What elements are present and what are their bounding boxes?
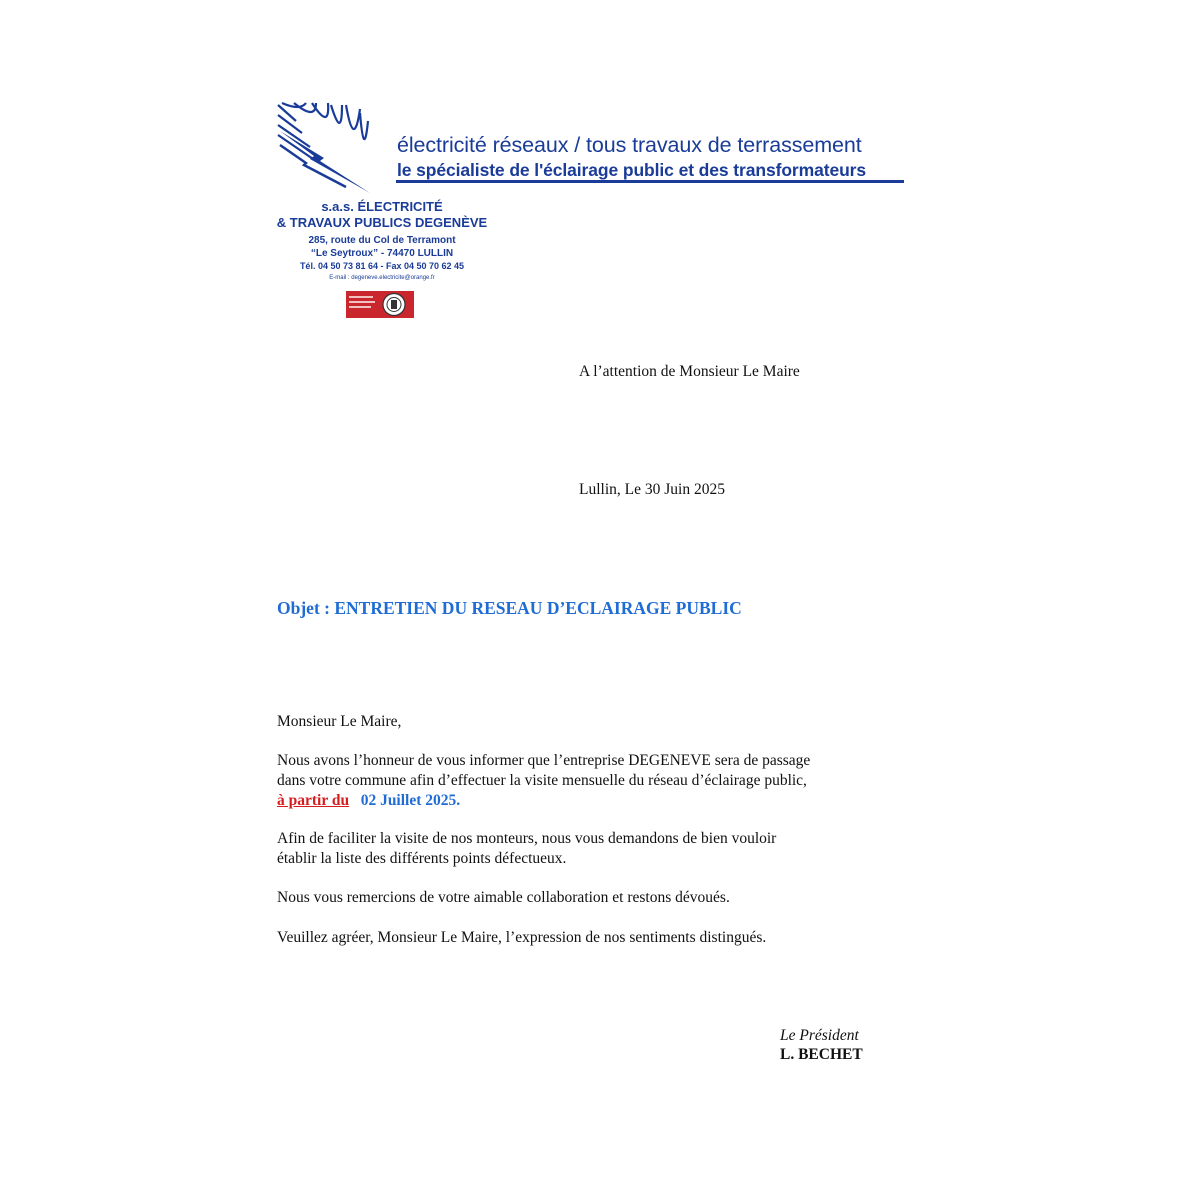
place-date: Lullin, Le 30 Juin 2025: [579, 481, 725, 498]
paragraph-1-line-1: Nous avons l’honneur de vous informer que l’entreprise DEGENEVE sera de passage: [277, 752, 811, 769]
paragraph-1-line-3: [277, 791, 460, 811]
company-address-line2: “Le Seytroux” - 74470 LULLIN: [310, 248, 454, 259]
letterhead-tagline: électricité réseaux / tous travaux de terrassement: [397, 133, 862, 157]
company-logo-icon: [276, 101, 376, 196]
letterhead-divider: [396, 180, 904, 183]
start-date-label: à partir du: [277, 792, 350, 809]
company-email: E-mail : degeneve.electricite@orange.fr: [329, 275, 435, 281]
paragraph-2-line-1: Afin de faciliter la visite de nos monteurs, nous vous demandons de bien vouloir: [277, 830, 777, 847]
salutation: Monsieur Le Maire,: [277, 713, 402, 730]
paragraph-1-line-2: dans votre commune afin d’effectuer la visite mensuelle du réseau d’éclairage public,: [277, 772, 807, 789]
recipient-line: A l’attention de Monsieur Le Maire: [579, 363, 800, 380]
company-block: [276, 199, 488, 284]
company-name-line1: s.a.s. ÉLECTRICITÉ: [321, 199, 443, 214]
signature-name: L. BECHET: [780, 1046, 863, 1063]
signature-title: Le Président: [780, 1027, 859, 1044]
company-phone: Tél. 04 50 73 81 64 - Fax 04 50 70 62 45: [299, 261, 465, 271]
letter-subject: Objet : ENTRETIEN DU RESEAU D’ECLAIRAGE PUBLIC: [277, 598, 742, 618]
paragraph-3: Nous vous remercions de votre aimable collaboration et restons dévoués.: [277, 889, 730, 906]
letterhead-subtagline: le spécialiste de l'éclairage public et des transformateurs: [397, 160, 867, 180]
paragraph-4: Veuillez agréer, Monsieur Le Maire, l’expression de nos sentiments distingués.: [277, 929, 767, 946]
start-date-value: 02 Juillet 2025.: [360, 792, 461, 809]
certification-badge-icon: [346, 291, 414, 318]
paragraph-2-line-2: établir la liste des différents points défectueux.: [277, 850, 567, 867]
company-address-line1: 285, route du Col de Terramont: [308, 235, 456, 246]
company-name-line2: & TRAVAUX PUBLICS DEGENÈVE: [276, 215, 488, 230]
